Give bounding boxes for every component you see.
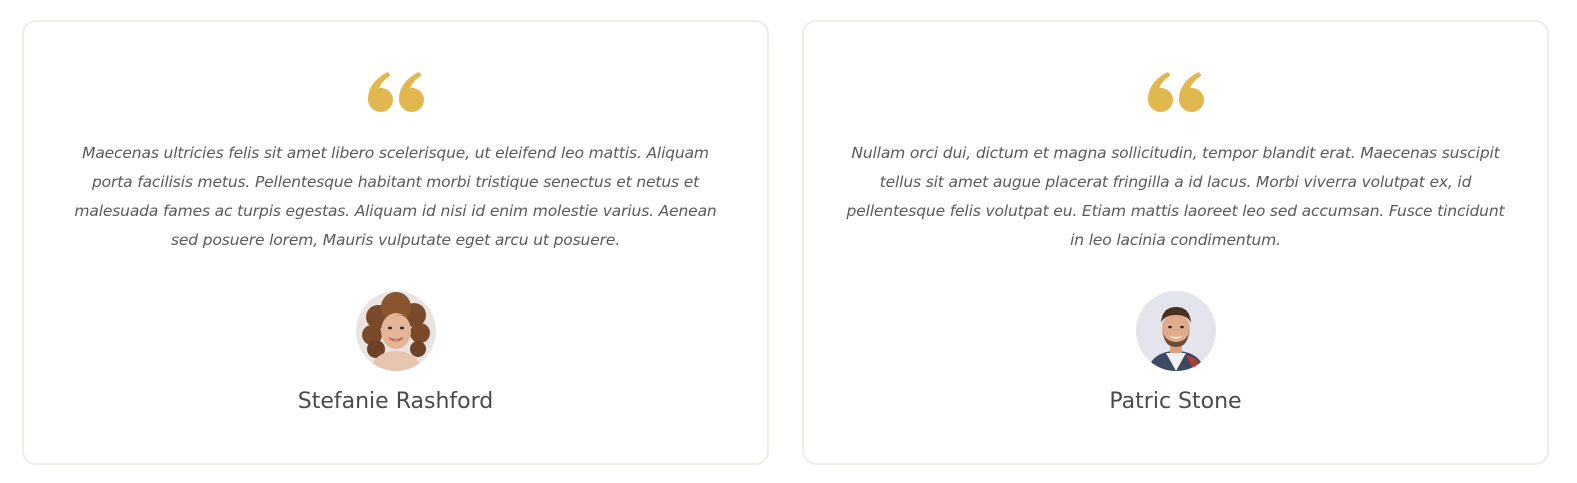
testimonial-card (22, 20, 769, 465)
avatar (1136, 291, 1216, 371)
avatar-woman-curly-hair-icon (356, 291, 436, 371)
testimonial-text: Nullam orci dui, dictum et magna sollicitudin, tempor blandit erat. Maecenas suscipit tellus sit amet augue placerat fringilla a id lacus. Morbi viverra volutpat ex, id pellentesque felis volutpat eu. Etiam mattis laoreet leo sed accumsan. Fusce tincidunt in leo lacinia condimentum. (846, 144, 1505, 249)
testimonial-text: Maecenas ultricies felis sit amet libero scelerisque, ut eleifend leo mattis. Aliquam porta facilisis metus. Pellentesque habitant morbi tristique senectus et netus et malesuada fames ac turpis egestas. Aliquam id nisi id enim molestie varius. Aenean sed posuere lorem, Mauris vulputate eget arcu ut posuere. (74, 144, 717, 249)
quote-icon (1148, 72, 1204, 112)
quote-icon (368, 72, 424, 112)
avatar (356, 291, 436, 371)
testimonial-card (802, 20, 1549, 465)
author-name: Patric Stone (1109, 389, 1242, 414)
avatar-man-beard-icon (1136, 291, 1216, 371)
author-name: Stefanie Rashford (297, 389, 494, 414)
